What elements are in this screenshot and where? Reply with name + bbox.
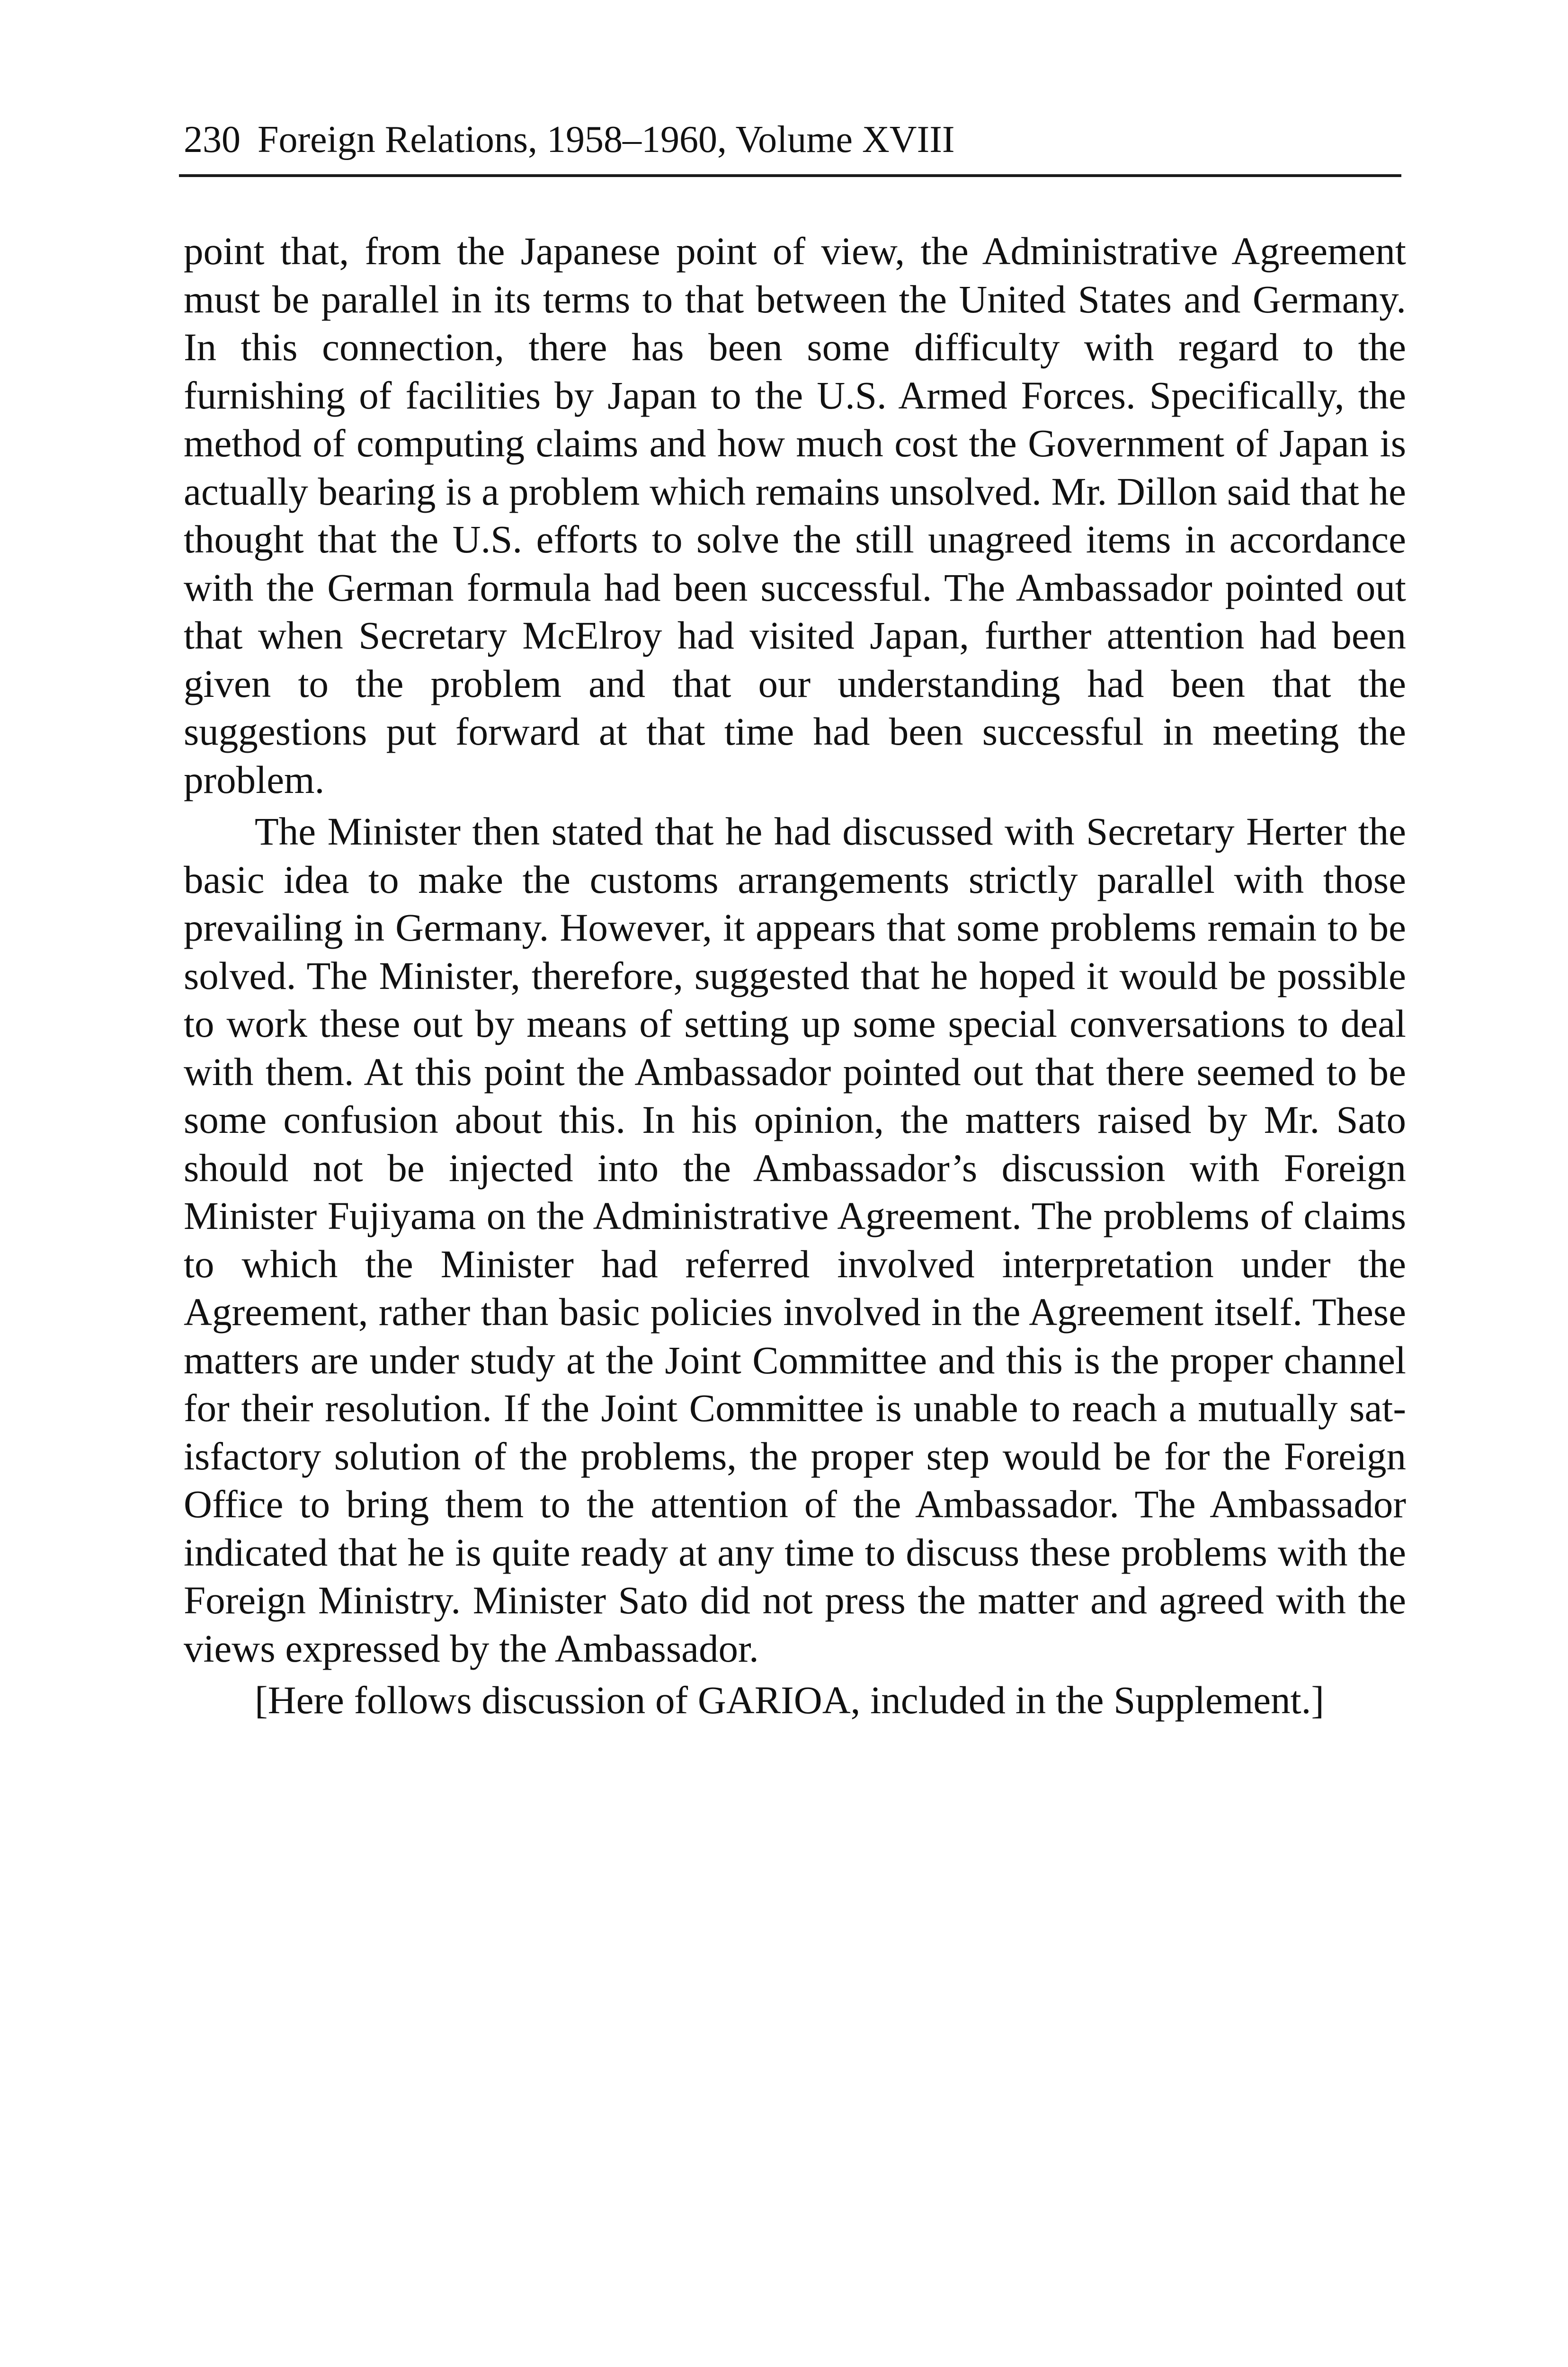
paragraph-continued: point that, from the Japanese point of view, the Administrative Agreement must be parallel in its terms to that between the United States and Germany. In this connection, there has been some difficulty with regard to the furnishing of facilities by Japan to the U.S. Armed Forces. Specifically, the method of computing claims and how much cost the Government of Japan is actually bearing is a problem which remains unsolved. Mr. Dillon said that he thought that the U.S. efforts to solve the still unagreed items in accordance with the German formula had been successful. The Ambassador pointed out that when Secretary McElroy had visited Japan, further attention had been given to the problem and that our understanding had been that the suggestions put forward at that time had been successful in meeting the problem. xyxy=(184,229,1406,801)
header-rule xyxy=(179,174,1401,177)
editorial-note: [Here follows discussion of GARIOA, included in the Supplement.] xyxy=(255,1678,1325,1722)
running-header xyxy=(184,116,1405,173)
body-text xyxy=(184,227,1406,1725)
page-number: 230 xyxy=(184,119,241,160)
running-title: Foreign Relations, 1958–1960, Volume XVIII xyxy=(258,119,955,160)
paragraph-minister-customs: The Minister then stated that he had discussed with Secretary Herter the basic idea to make the customs arrangements strictly parallel with those prevailing in Germany. However, it appears that some problems remain to be solved. The Minister, therefore, suggested that he hoped it would be possible to work these out by means of setting up some special conversations to deal with them. At this point the Ambassador pointed out that there seemed to be some confusion about this. In his opinion, the matters raised by Mr. Sato should not be injected into the Ambassador’s discussion with Foreign Minister Fujiyama on the Administrative Agreement. The problems of claims to which the Minister had referred involved interpretation under the Agreement, rather than basic policies involved in the Agreement itself. These matters are under study at the Joint Committee and this is the proper channel for their resolution. If the Joint Committee is unable to reach a mutually satisfactory solution of the problems, the proper step would be for the Foreign Office to bring them to the attention of the Ambassador. The Ambassador indicated that he is quite ready at any time to discuss these problems with the Foreign Ministry. Minister Sato did not press the matter and agreed with the views expressed by the Ambassador. xyxy=(184,810,1406,1670)
